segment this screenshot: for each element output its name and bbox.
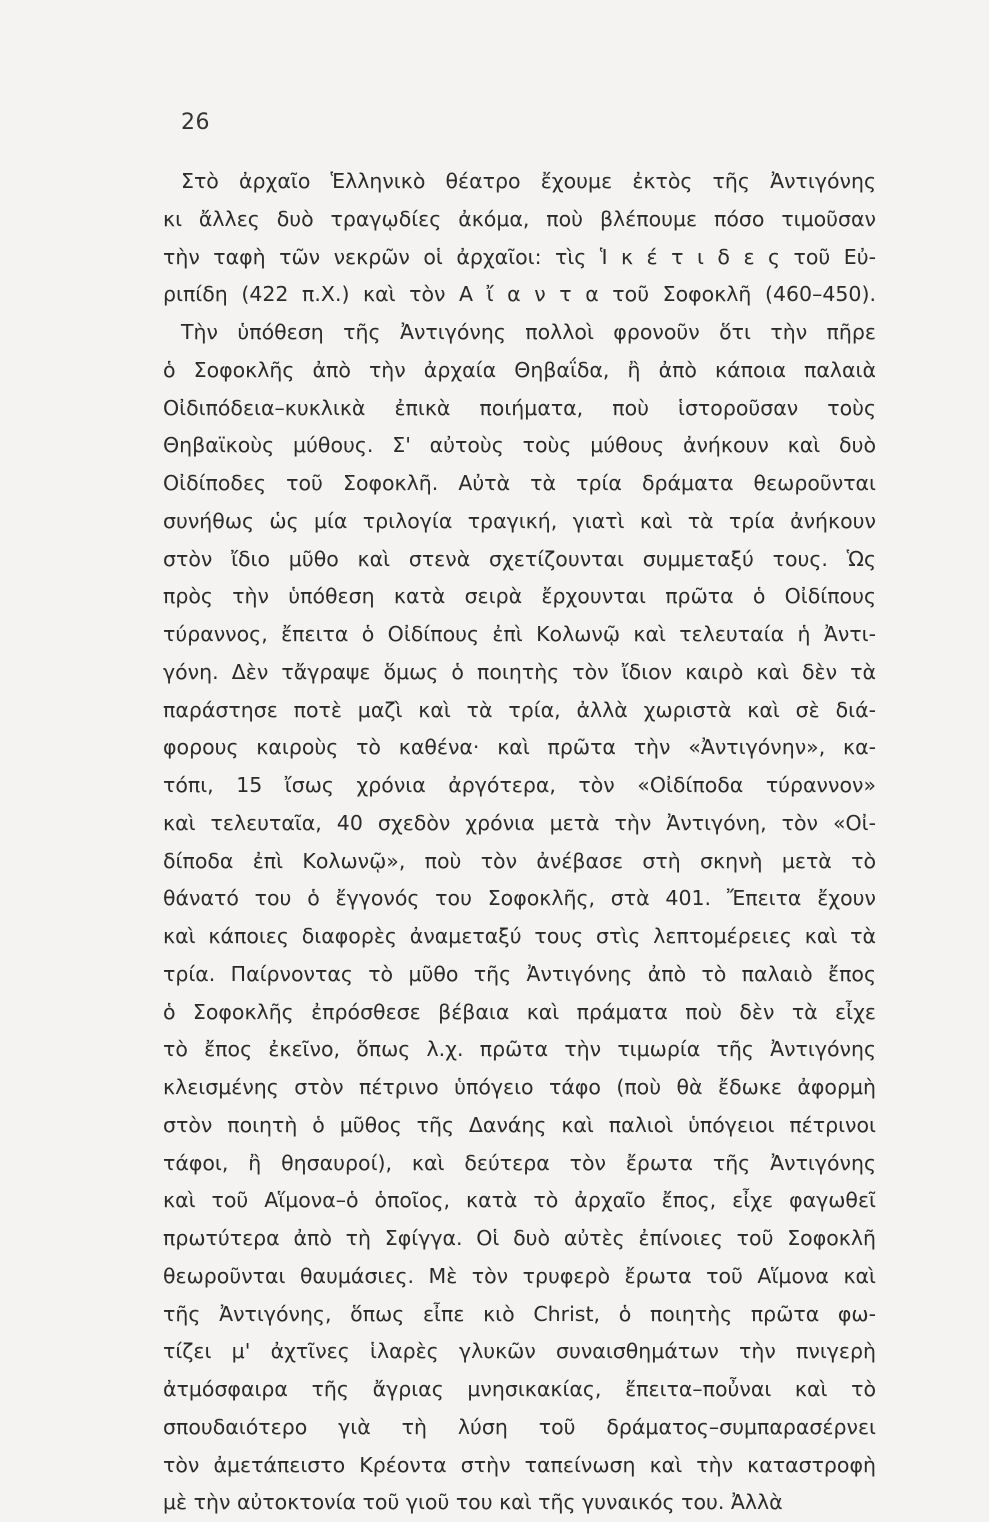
text-line: τὸ ἔπος ἐκεῖνο, ὅπως λ.χ. πρῶτα τὴν τιμωρία τῆς Ἀντιγόνης <box>163 1037 876 1062</box>
text-line: παράστησε ποτὲ μαζὶ καὶ τὰ τρία, ἀλλὰ χωριστὰ καὶ σὲ διά- <box>163 697 876 722</box>
text-line: ριπίδη (422 π.Χ.) καὶ τὸν Α ἴ α ν τ α τοῦ Σοφοκλῆ (460–450). <box>163 282 876 307</box>
text-line: Τὴν ὑπόθεση τῆς Ἀντιγόνης πολλοὶ φρονοῦν ὅτι τὴν πῆρε <box>181 320 876 344</box>
text-line: τῆς Ἀντιγόνης, ὅπως εἶπε κιὸ Christ, ὁ ποιητὴς πρῶτα φω- <box>163 1301 876 1326</box>
text-line: πρωτύτερα ἀπὸ τὴ Σφίγγα. Οἱ δυὸ αὐτὲς ἐπίνοιες τοῦ Σοφοκλῆ <box>163 1226 876 1250</box>
text-line: συνήθως ὡς μία τριλογία τραγική, γιατὶ καὶ τὰ τρία ἀνήκουν <box>163 508 876 533</box>
text-line: τόπι, 15 ἴσως χρόνια ἀργότερα, τὸν «Οἰδίποδα τύραννον» <box>163 773 876 797</box>
text-line: γόνη. Δὲν τἄγραψε ὅμως ὁ ποιητὴς τὸν ἴδιον καιρὸ καὶ δὲν τὰ <box>163 659 876 684</box>
text-line: καὶ τοῦ Αἵμονα–ὁ ὁποῖος, κατὰ τὸ ἀρχαῖο ἔπος, εἶχε φαγωθεῖ <box>163 1188 876 1213</box>
text-line: Στὸ ἀρχαῖο Ἑλληνικὸ θέατρο ἔχουμε ἐκτὸς τῆς Ἀντιγόνης <box>181 169 876 193</box>
text-line: τὸν ἀμετάπειστο Κρέοντα στὴν ταπείνωση καὶ τὴν καταστροφὴ <box>163 1452 876 1477</box>
text-line: Οἰδίποδες τοῦ Σοφοκλῆ. Αὐτὰ τὰ τρία δράματα θεωροῦνται <box>163 471 876 495</box>
text-line: τίζει μ' ἀχτῖνες ἱλαρὲς γλυκῶν συναισθημάτων τὴν πνιγερὴ <box>163 1339 876 1364</box>
text-line: τρία. Παίρνοντας τὸ μῦθο τῆς Ἀντιγόνης ἀπὸ τὸ παλαιὸ ἔπος <box>163 961 876 986</box>
page-number: 26 <box>181 110 210 135</box>
text-line: Θηβαϊκοὺς μύθους. Σ' αὐτοὺς τοὺς μύθους ἀνήκουν καὶ δυὸ <box>163 433 876 458</box>
text-line: μὲ τὴν αὐτοκτονία τοῦ γιοῦ του καὶ τῆς γυναικός του. Ἀλλὰ <box>163 1490 783 1515</box>
text-line: θεωροῦνται θαυμάσιες. Μὲ τὸν τρυφερὸ ἔρωτα τοῦ Αἵμονα καὶ <box>163 1263 876 1288</box>
text-line: κι ἄλλες δυὸ τραγῳδίες ἀκόμα, ποὺ βλέπουμε πόσο τιμοῦσαν <box>163 206 876 231</box>
text-line: ὁ Σοφοκλῆς ἐπρόσθεσε βέβαια καὶ πράματα ποὺ δὲν τὰ εἶχε <box>163 999 876 1024</box>
text-line: στὸν ποιητὴ ὁ μῦθος τῆς Δανάης καὶ παλιοὶ ὑπόγειοι πέτρινοι <box>163 1112 876 1137</box>
text-line: πρὸς τὴν ὑπόθεση κατὰ σειρὰ ἔρχουνται πρῶτα ὁ Οἰδίπους <box>163 584 876 609</box>
text-line: φορους καιροὺς τὸ καθένα· καὶ πρῶτα τὴν «Ἀντιγόνην», κα- <box>163 735 876 760</box>
text-line: τύραννος, ἔπειτα ὁ Οἰδίπους ἐπὶ Κολωνῷ καὶ τελευταία ἡ Ἀντι- <box>163 622 876 646</box>
body-text <box>163 163 876 1522</box>
text-line: σπουδαιότερο γιὰ τὴ λύση τοῦ δράματος–συμπαρασέρνει <box>163 1414 876 1439</box>
text-line: δίποδα ἐπὶ Κολωνῷ», ποὺ τὸν ἀνέβασε στὴ σκηνὴ μετὰ τὸ <box>163 848 876 873</box>
text-line: κλεισμένης στὸν πέτρινο ὑπόγειο τάφο (ποὺ θὰ ἔδωκε ἀφορμὴ <box>163 1075 876 1099</box>
text-line: Οἰδιπόδεια–κυκλικὰ ἐπικὰ ποιήματα, ποὺ ἱστοροῦσαν τοὺς <box>163 395 876 420</box>
text-line: καὶ τελευταῖα, 40 σχεδὸν χρόνια μετὰ τὴν Ἀντιγόνη, τὸν «Οἰ- <box>163 810 876 835</box>
text-line: ὁ Σοφοκλῆς ἀπὸ τὴν ἀρχαία Θηβαΐδα, ἢ ἀπὸ κάποια παλαιὰ <box>163 357 876 382</box>
text-line: τὴν ταφὴ τῶν νεκρῶν οἱ ἀρχαῖοι: τὶς Ἱ κ έ τ ι δ ε ς τοῦ Εὐ- <box>163 244 876 269</box>
text-line: θάνατό του ὁ ἔγγονός του Σοφοκλῆς, στὰ 401. Ἔπειτα ἔχουν <box>163 886 876 911</box>
text-line: τάφοι, ἢ θησαυροί), καὶ δεύτερα τὸν ἔρωτα τῆς Ἀντιγόνης <box>163 1150 876 1175</box>
text-line: ἀτμόσφαιρα τῆς ἄγριας μνησικακίας, ἔπειτα–ποὖναι καὶ τὸ <box>163 1377 876 1401</box>
text-line: στὸν ἴδιο μῦθο καὶ στενὰ σχετίζουνται συμμεταξύ τους. Ὡς <box>163 546 876 571</box>
text-line: καὶ κάποιες διαφορὲς ἀναμεταξύ τους στὶς λεπτομέρειες καὶ τὰ <box>163 924 876 948</box>
